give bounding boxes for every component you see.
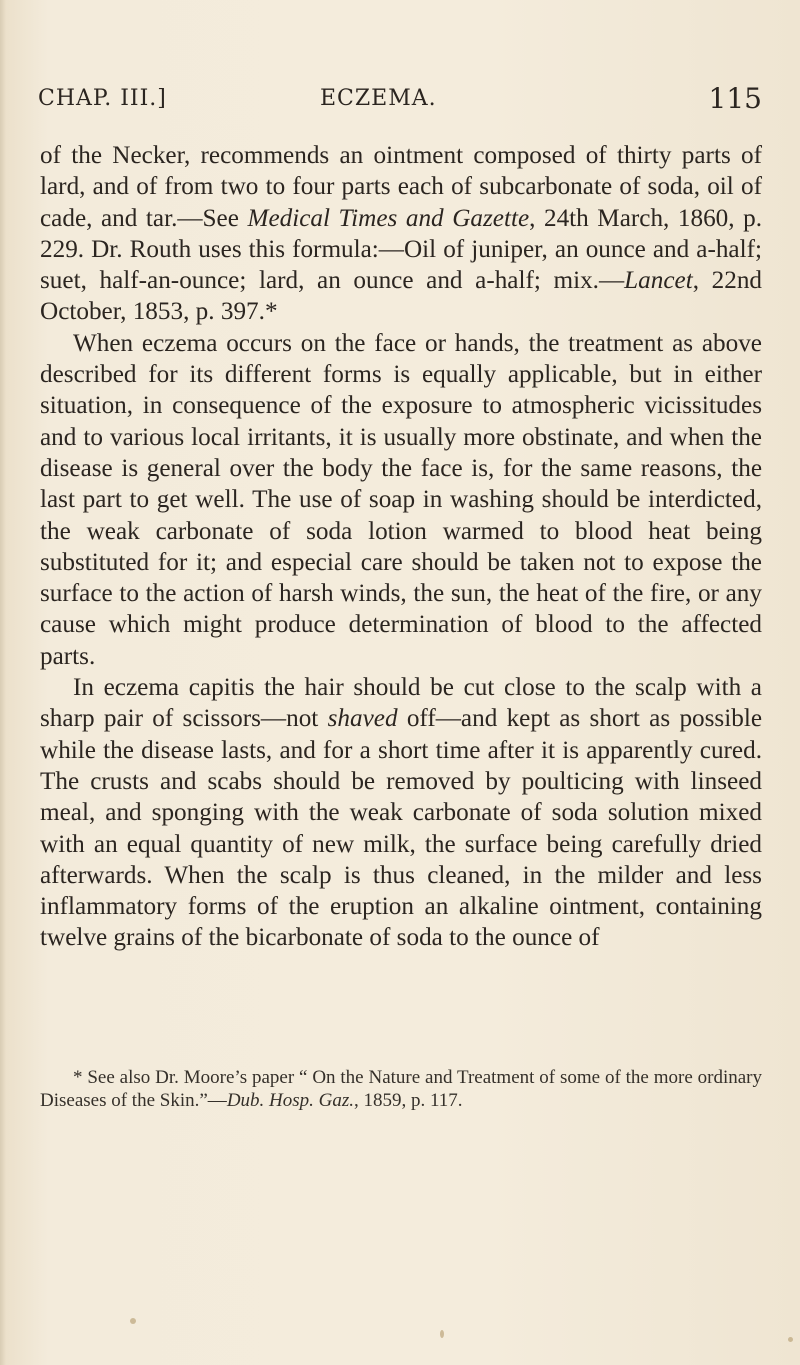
- paragraph-1-text-a: of the Necker, recommends an ointment composed of thirty parts of lard, and of from two to four parts each of subcarbonate of soda, oil of cade, and tar.—See: [40, 142, 762, 232]
- journal-citation-lancet: Lancet: [624, 267, 693, 295]
- paper-speck: [130, 1318, 136, 1324]
- page-number: 115: [708, 82, 762, 115]
- paper-speck: [440, 1330, 444, 1338]
- paper-speck: [788, 1337, 793, 1342]
- paragraph-3-text-b: off—and kept as short as possible while the disease lasts, and for a short time after it is apparently cured. The crusts and scabs should be removed by poulticing with linseed meal, and sponging with the weak carbonate of soda solution mixed with an equal quantity of new milk, the surface being carefully dried afterwards. When the scalp is thus cleaned, in the milder and less inflammatory forms of the eruption an alkaline ointment, containing twelve grains of the bicarbonate of soda to the ounce of: [40, 705, 763, 952]
- paragraph-1-text-c: , 22nd October, 1853, p. 397.*: [40, 267, 763, 326]
- emphasis-shaved: shaved: [327, 705, 398, 733]
- footnote-text-a: * See also Dr. Moore’s paper “ On the Nature and Treatment of some of the more ordinary Diseases of the Skin.”—: [40, 1067, 762, 1111]
- footnote-journal: Dub. Hosp. Gaz.: [226, 1090, 355, 1111]
- paragraph-1: [40, 140, 762, 328]
- paragraph-2: When eczema occurs on the face or hands, the treatment as above described for its different forms is equally applicable, but in either situation, in consequence of the exposure to atmospheric vicissitudes and to various local irritants, it is usually more obstinate, and when the disease is general over the body the face is, for the same reasons, the last part to get well. The use of soap in washing should be interdicted, the weak carbonate of soda lotion warmed to blood heat being substituted for it; and especial care should be taken not to expose the surface to the action of harsh winds, the sun, the heat of the fire, or any cause which might produce determination of blood to the affected parts.: [40, 329, 762, 670]
- paragraph-3-text-a: In eczema capitis the hair should be cut close to the scalp with a sharp pair of scissors—not: [40, 674, 762, 733]
- main-text: [40, 140, 762, 954]
- footnote-text-b: , 1859, p. 117.: [354, 1090, 463, 1111]
- footnote-text: [40, 1066, 762, 1112]
- running-header: [38, 82, 770, 118]
- page-edge-shadow: [0, 0, 6, 1365]
- running-title: ECZEMA.: [320, 86, 437, 111]
- paragraph-1-text-b: , 24th March, 1860, p. 229. Dr. Routh uses this formula:—Oil of juniper, an ounce and a-half; suet, half-an-ounce; lard, an ounce and a-half; mix.—: [40, 204, 762, 295]
- chapter-label: CHAP. III.]: [38, 86, 167, 111]
- paragraph-3: [40, 672, 762, 954]
- journal-citation-medical-times: Medical Times and Gazette: [247, 204, 530, 232]
- footnote: [40, 1066, 762, 1112]
